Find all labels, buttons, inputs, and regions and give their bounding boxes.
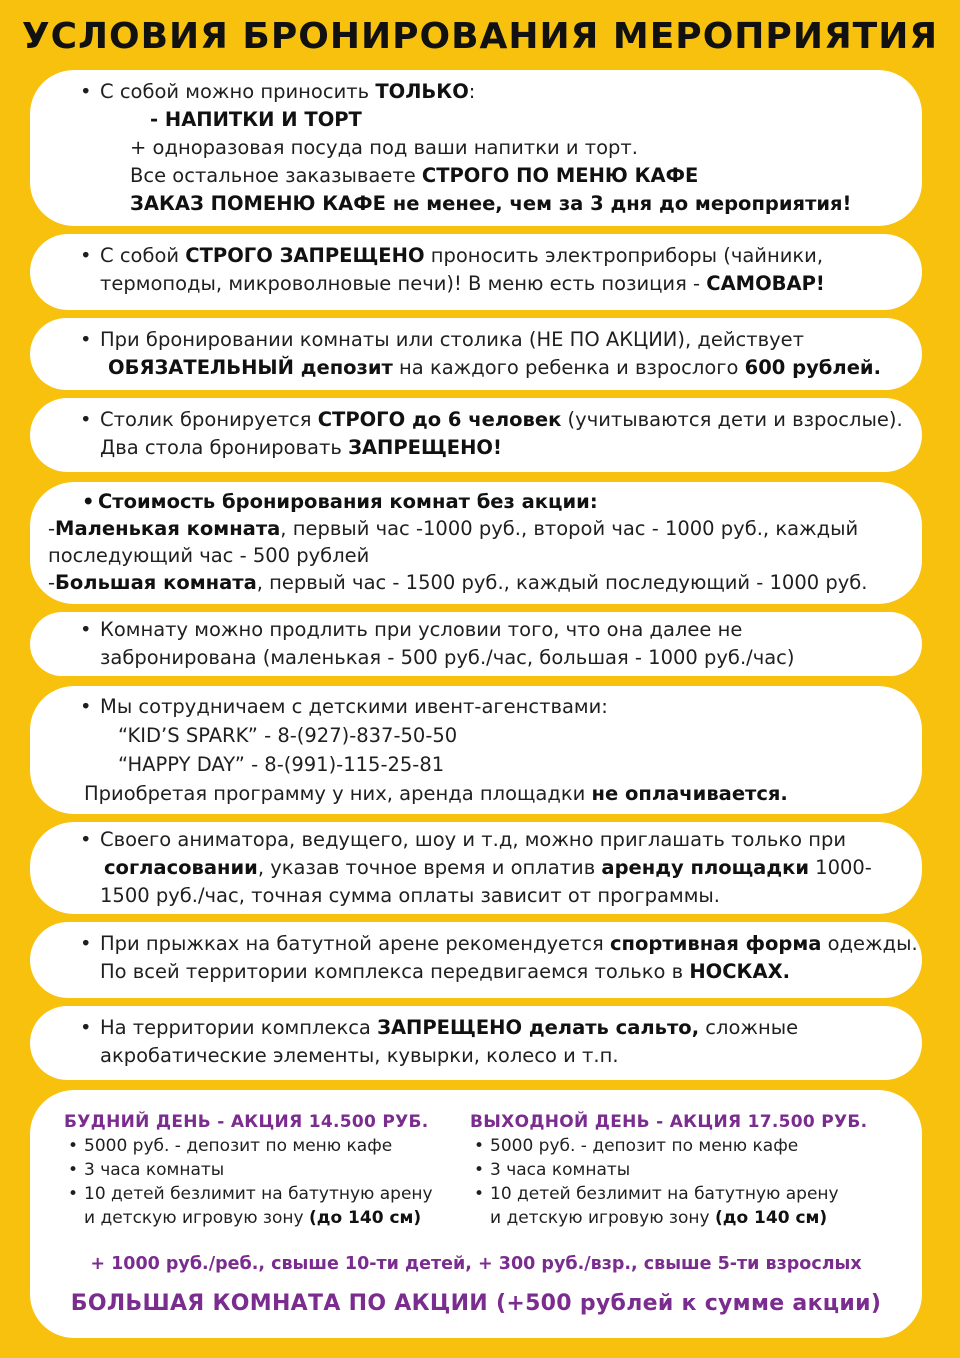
promo-item: • 5000 руб. - депозит по меню кафе: [64, 1134, 433, 1158]
rule-line: • Своего аниматора, ведущего, шоу и т.д, можно приглашать только при: [80, 826, 902, 854]
rule-line: + одноразовая посуда под ваши напитки и торт.: [130, 136, 638, 159]
promo-weekend: [470, 1110, 867, 1230]
rule-line: • Комнату можно продлить при условии того, что она далее не: [80, 616, 902, 644]
rule-line: Все остальное заказываете СТРОГО ПО МЕНЮ КАФЕ: [130, 164, 699, 187]
rule-line: По всей территории комплекса передвигаемся только в НОСКАХ.: [100, 960, 791, 983]
promo-extra-charges: + 1000 руб./реб., свыше 10-ти детей, + 300 руб./взр., свыше 5-ти взрослых: [90, 1254, 862, 1274]
promo-item: • 10 детей безлимит на батутную арену: [470, 1182, 867, 1206]
rule-line: 1500 руб./час, точная сумма оплаты зависит от программы.: [100, 884, 721, 907]
rule-line: -Маленькая комната, первый час -1000 руб., второй час - 1000 руб., каждый: [48, 517, 859, 540]
rule-line: - НАПИТКИ И ТОРТ: [150, 108, 362, 131]
rule-line: ЗАКАЗ ПОМЕНЮ КАФЕ не менее, чем за 3 дня до мероприятия!: [130, 192, 852, 215]
rule-line: • Стоимость бронирования комнат без акции:: [82, 490, 598, 513]
rule-card-trampoline: [30, 922, 922, 998]
rule-card-room-prices: [30, 482, 922, 604]
rule-card-appliances: [30, 234, 922, 310]
rule-line: • При бронировании комнаты или столика (НЕ ПО АКЦИИ), действует: [80, 326, 902, 354]
rule-card-acrobatics: [30, 1006, 922, 1080]
rule-card-items-allowed: [30, 70, 922, 226]
rule-card-own-animator: [30, 822, 922, 914]
rule-line: термоподы, микроволновые печи)! В меню есть позиция - САМОВАР!: [100, 272, 825, 295]
promo-item: • 3 часа комнаты: [64, 1158, 433, 1182]
rule-line: • На территории комплекса ЗАПРЕЩЕНО делать сальто, сложные: [80, 1014, 902, 1042]
rule-card-extend-room: [30, 612, 922, 676]
promo-item: и детскую игровую зону (до 140 см): [490, 1208, 828, 1228]
rule-line: Приобретая программу у них, аренда площадки не оплачивается.: [84, 782, 788, 805]
agency-kids-spark: “KID’S SPARK” - 8-(927)-837-50-50: [118, 724, 458, 747]
promo-item: • 10 детей безлимит на батутную арену: [64, 1182, 433, 1206]
rule-line: • С собой можно приносить ТОЛЬКО:: [80, 78, 902, 106]
rule-card-table-booking: [30, 398, 922, 472]
promo-item: • 5000 руб. - депозит по меню кафе: [470, 1134, 867, 1158]
promo-item: и детскую игровую зону (до 140 см): [84, 1208, 422, 1228]
rule-line: • Мы сотрудничаем с детскими ивент-агенствами:: [80, 692, 902, 721]
rule-card-deposit: [30, 318, 922, 390]
rule-line: согласовании, указав точное время и оплатив аренду площадки 1000-: [104, 856, 872, 879]
rule-line: акробатические элементы, кувырки, колесо и т.п.: [100, 1044, 619, 1067]
promo-card: [30, 1090, 922, 1338]
promo-weekday-heading: БУДНИЙ ДЕНЬ - АКЦИЯ 14.500 РУБ.: [64, 1112, 429, 1132]
rule-line: ОБЯЗАТЕЛЬНЫЙ депозит на каждого ребенка и взрослого 600 рублей.: [108, 356, 881, 379]
rule-line: • При прыжках на батутной арене рекомендуется спортивная форма одежды.: [80, 930, 902, 958]
promo-weekday: [64, 1110, 433, 1230]
agency-happy-day: “HAPPY DAY” - 8-(991)-115-25-81: [118, 753, 445, 776]
promo-big-room: БОЛЬШАЯ КОМНАТА ПО АКЦИИ (+500 рублей к сумме акции): [70, 1291, 882, 1316]
rule-card-event-agencies: [30, 686, 922, 814]
page-title: УСЛОВИЯ БРОНИРОВАНИЯ МЕРОПРИЯТИЯ: [21, 16, 939, 57]
rule-line: последующий час - 500 рублей: [48, 544, 370, 567]
rule-line: Два стола бронировать ЗАПРЕЩЕНО!: [100, 436, 502, 459]
rule-line: • Столик бронируется СТРОГО до 6 человек (учитываются дети и взрослые).: [80, 406, 902, 434]
rule-line: • С собой СТРОГО ЗАПРЕЩЕНО проносить электроприборы (чайники,: [80, 242, 902, 270]
promo-weekend-heading: ВЫХОДНОЙ ДЕНЬ - АКЦИЯ 17.500 РУБ.: [470, 1112, 868, 1132]
rule-line: забронирована (маленькая - 500 руб./час, большая - 1000 руб./час): [100, 646, 795, 669]
rule-line: -Большая комната, первый час - 1500 руб., каждый последующий - 1000 руб.: [48, 571, 868, 594]
promo-item: • 3 часа комнаты: [470, 1158, 867, 1182]
